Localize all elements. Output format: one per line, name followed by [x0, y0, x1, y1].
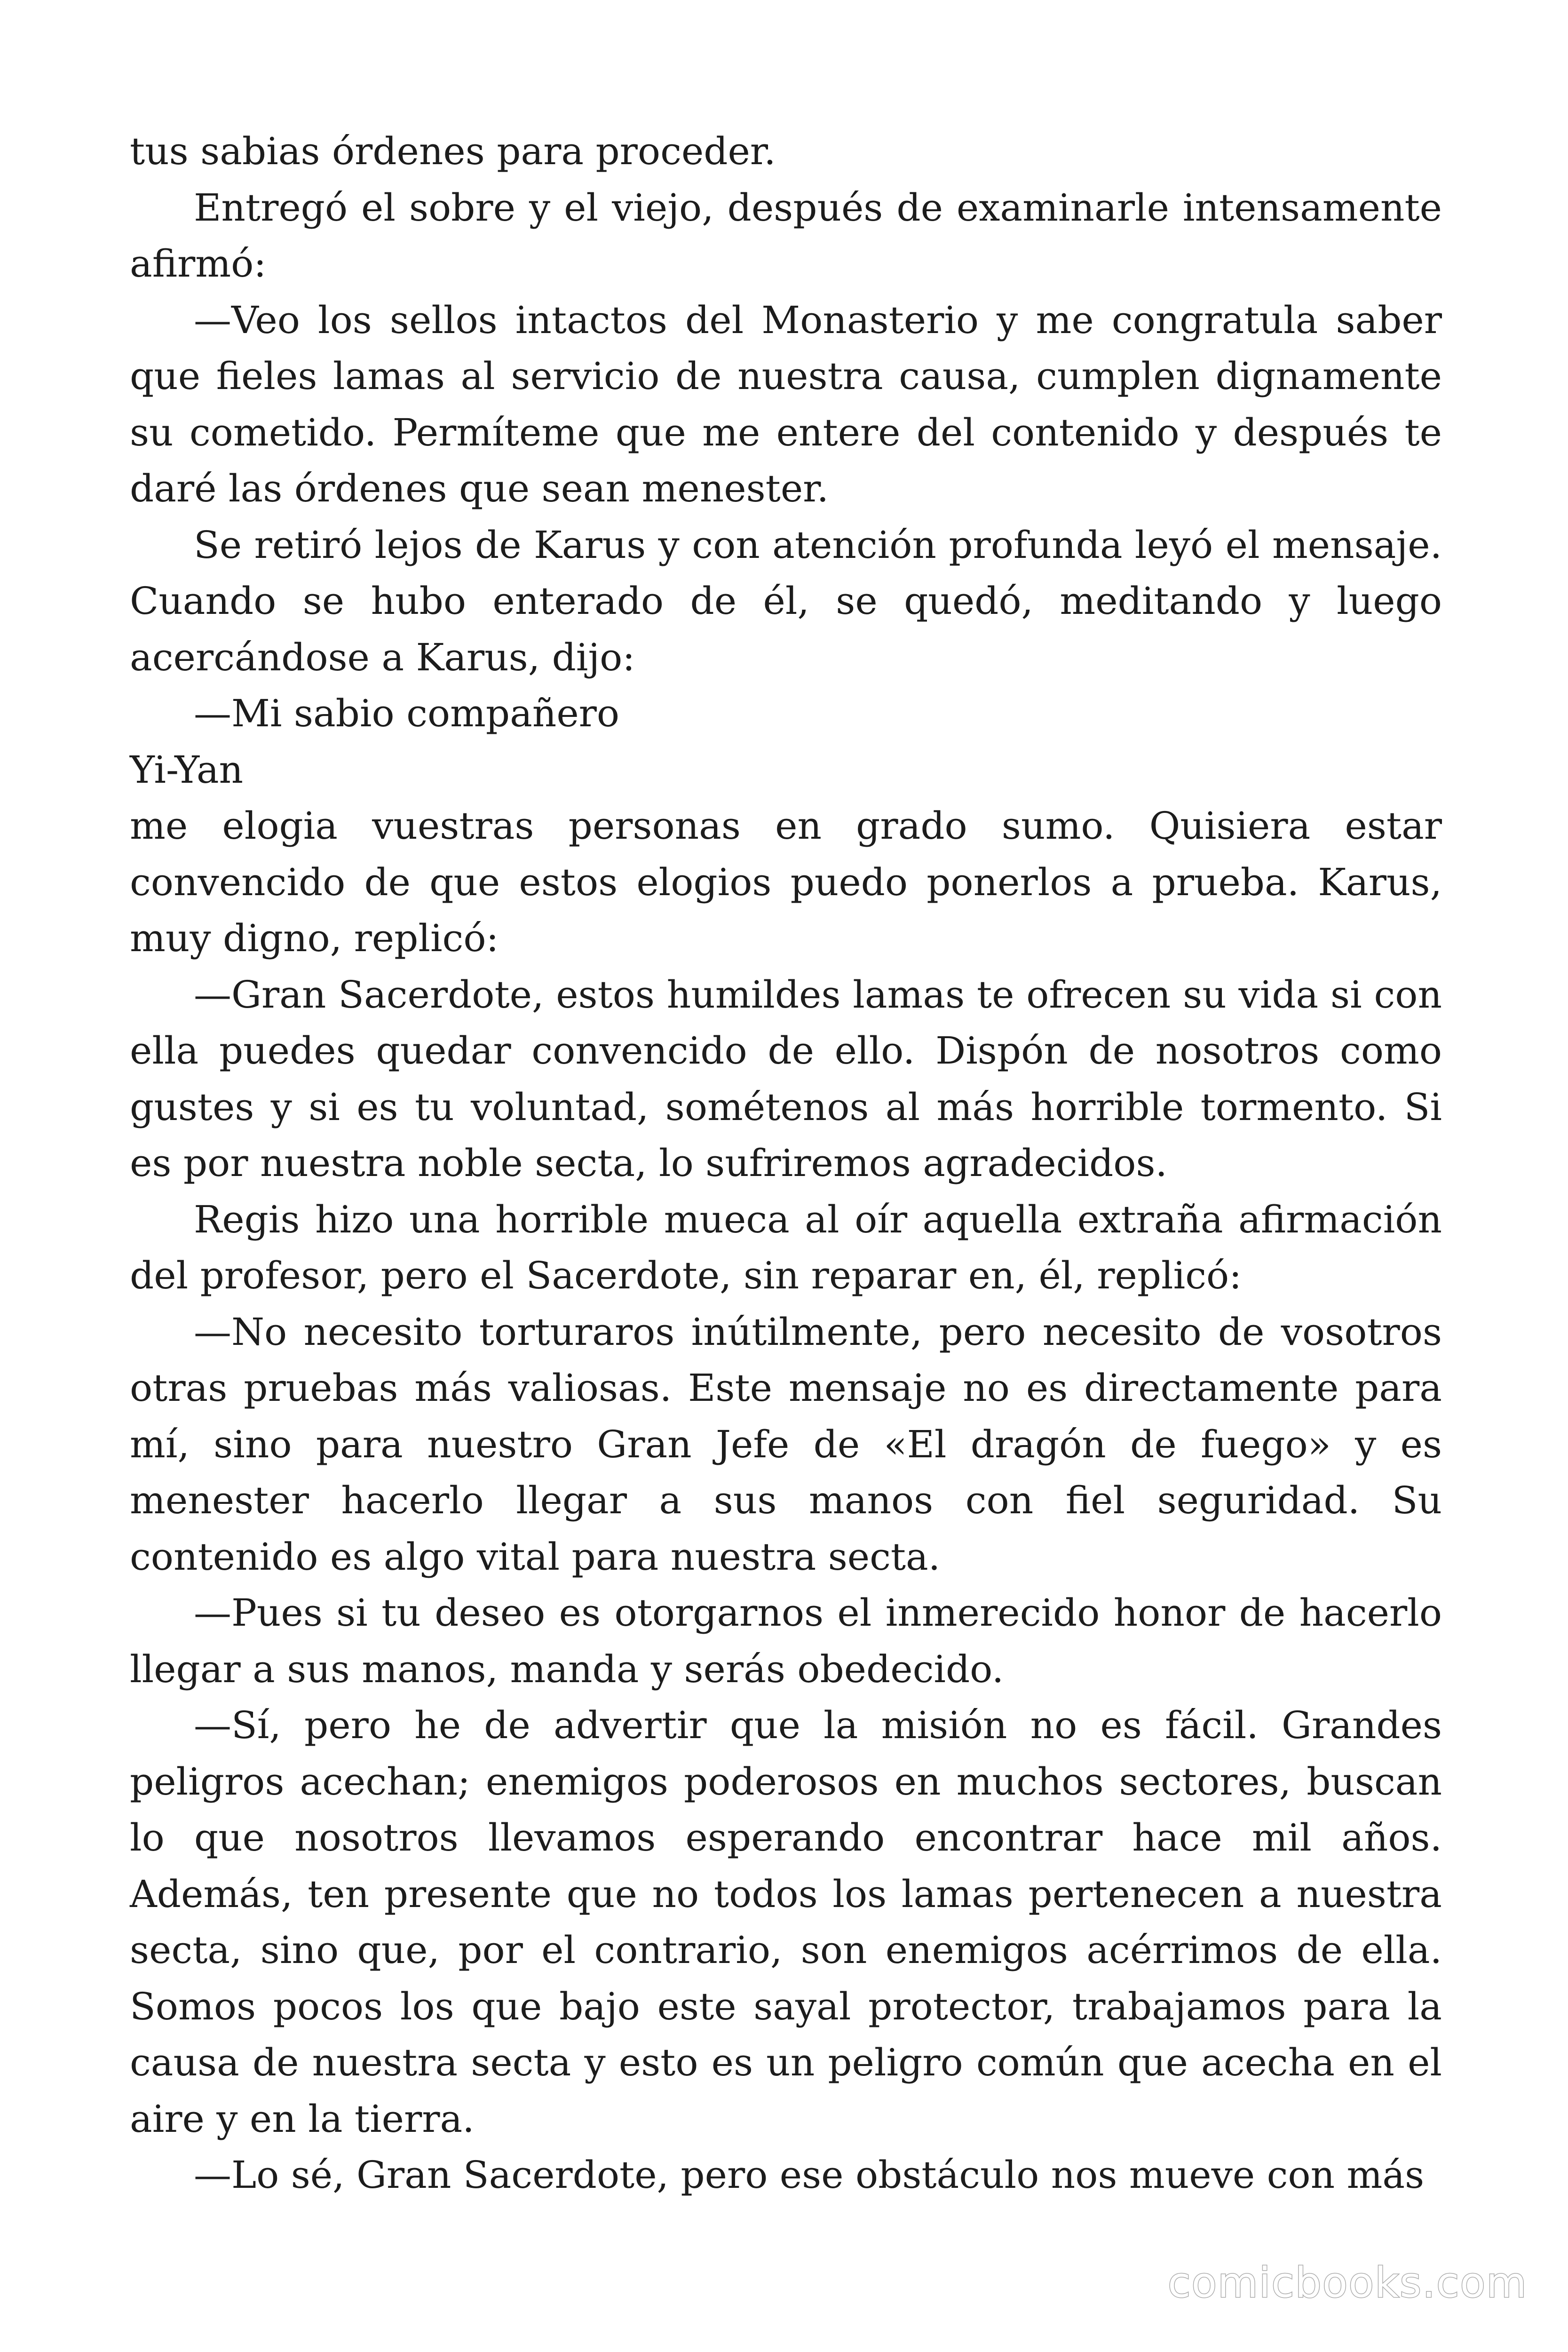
paragraph: —Mi sabio compañero	[194, 691, 620, 735]
paragraph: Regis hizo una horrible mueca al oír aquella extraña afirmación del profesor, pero el Sacerdote, sin reparar en, él, replicó:	[130, 1197, 1442, 1297]
paragraph: —Lo sé, Gran Sacerdote, pero ese obstáculo nos mueve con más	[194, 2153, 1425, 2197]
paragraph: —Gran Sacerdote, estos humildes lamas te ofrecen su vida si con ella puedes quedar convencido de ello. Dispón de nosotros como gustes y si es tu voluntad, sométenos al más horrible tormento. Si es por nuestra noble secta, lo sufriremos agradecidos.	[130, 972, 1442, 1185]
paragraph: —No necesito torturaros inútilmente, pero necesito de vosotros otras pruebas más valiosas. Este mensaje no es directamente para mí, sino para nuestro Gran Jefe de «El dragón de fuego» y es menester hacerlo llegar a sus manos con fiel seguridad. Su contenido es algo vital para nuestra secta.	[130, 1310, 1442, 1579]
paragraph: tus sabias órdenes para proceder.	[130, 129, 776, 173]
watermark: comicbooks.com	[1167, 2258, 1528, 2307]
paragraph: Se retiró lejos de Karus y con atención profunda leyó el mensaje. Cuando se hubo enterado de él, se quedó, meditando y luego acercándose a Karus, dijo:	[130, 523, 1442, 679]
paragraph: —Veo los sellos intactos del Monasterio y me congratula saber que fieles lamas al servicio de nuestra causa, cumplen dignamente su cometido. Permíteme que me entere del contenido y después te daré las órdenes que sean menester.	[130, 298, 1442, 510]
book-page-text	[130, 123, 1442, 2203]
paragraph: me elogia vuestras personas en grado sumo. Quisiera estar convencido de que estos elogios puedo ponerlos a prueba. Karus, muy digno, replicó:	[130, 804, 1442, 960]
paragraph: Entregó el sobre y el viejo, después de examinarle intensamente afirmó:	[130, 185, 1442, 286]
paragraph: —Pues si tu deseo es otorgarnos el inmerecido honor de hacerlo llegar a sus manos, manda y serás obedecido.	[130, 1591, 1442, 1691]
paragraph: Yi-Yan	[130, 747, 244, 792]
paragraph: —Sí, pero he de advertir que la misión no es fácil. Grandes peligros acechan; enemigos poderosos en muchos sectores, buscan lo que nosotros llevamos esperando encontrar hace mil años. Además, ten presente que no todos los lamas pertenecen a nuestra secta, sino que, por el contrario, son enemigos acérrimos de ella. Somos pocos los que bajo este sayal protector, trabajamos para la causa de nuestra secta y esto es un peligro común que acecha en el aire y en la tierra.	[130, 1703, 1442, 2141]
